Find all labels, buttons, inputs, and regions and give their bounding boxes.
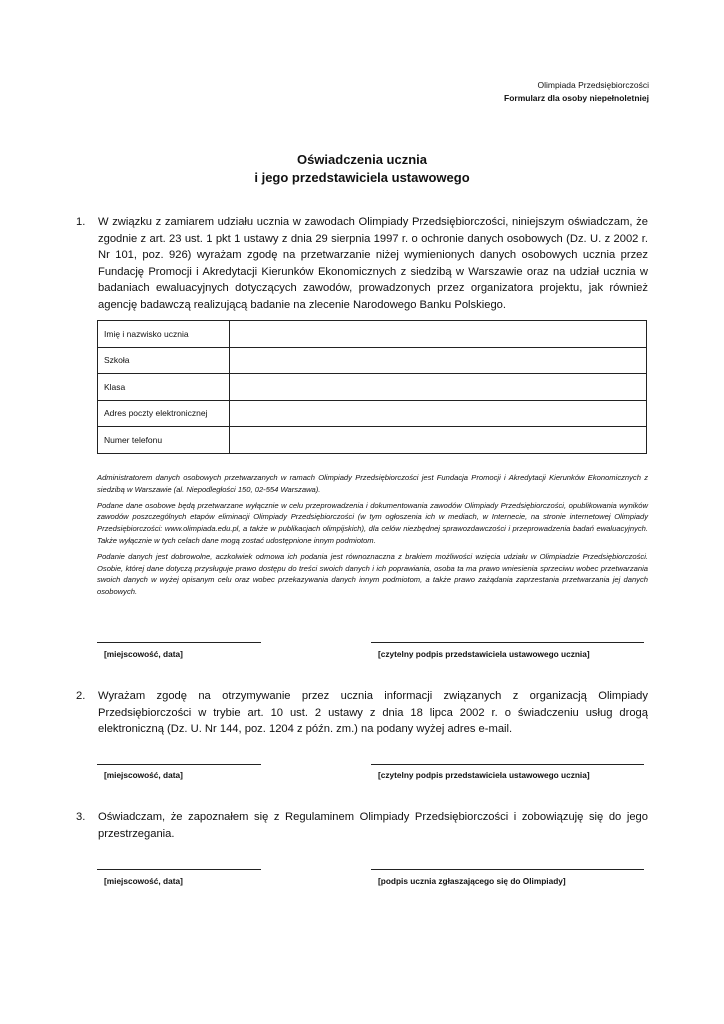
statement-1-number: 1. [76,216,86,228]
title-line-1: Oświadczenia ucznia [296,152,428,167]
signature-label-place-date-1: [miejscowość, data] [104,649,183,659]
title-line-2: i jego przedstawiciela ustawowego [254,170,470,185]
field-label-name: Imię i nazwisko ucznia [98,321,230,348]
field-label-class: Klasa [98,374,230,401]
signature-label-student-3: [podpis ucznia zgłaszającego się do Olimpiady] [378,876,566,886]
table-row [98,321,647,348]
document-header [504,79,649,105]
signature-label-place-date-3: [miejscowość, data] [104,876,183,886]
field-value-class[interactable] [230,374,647,401]
table-row [98,427,647,454]
student-data-table [97,320,647,454]
field-label-phone: Numer telefonu [98,427,230,454]
data-protection-notes [97,472,648,602]
field-label-school: Szkoła [98,347,230,374]
field-value-email[interactable] [230,400,647,427]
signature-line-guardian-2[interactable] [371,764,644,765]
signature-line-place-date-1[interactable] [97,642,261,643]
note-administrator: Administratorem danych osobowych przetwarzanych w ramach Olimpiady Przedsiębiorczości jest Fundacja Promocji i Akredytacji Kierunków Ekonomicznych z siedzibą w Warszawie (al. Niepodległości 150, 02-554 Warszawa). [97,473,648,494]
note-purpose: Podane dane osobowe będą przetwarzane wyłącznie w celu przeprowadzenia i dokumentowania zawodów Olimpiady Przedsiębiorczości, opublikowania wyników zawodów poszczególnych etapów eliminacji Olimpiady Przedsiębiorczości (w tym ogłoszenia ich w mediach, w Internecie, na stronie internetowej Olimpiady Przedsiębiorczości: www.olimpiada.edu.pl, a także w publikacjach olimpijskich), dla celów niezbędnej sprawozdawczości i przeprowadzenia badań ewaluacyjnych. Także wyłącznie w tych celach dane mogą zostać udostępnione innym podmiotom. [97,500,648,545]
header-olympiad-name: Olimpiada Przedsiębiorczości [537,80,649,90]
header-form-type: Formularz dla osoby niepełnoletniej [504,93,649,103]
signature-label-guardian-2: [czytelny podpis przedstawiciela ustawowego ucznia] [378,770,590,780]
statement-2-number: 2. [76,690,86,702]
table-row [98,400,647,427]
field-label-email: Adres poczty elektronicznej [98,400,230,427]
field-value-name[interactable] [230,321,647,348]
statement-2 [76,688,648,738]
field-value-phone[interactable] [230,427,647,454]
signature-line-guardian-1[interactable] [371,642,644,643]
signature-line-student-3[interactable] [371,869,644,870]
signature-label-guardian-1: [czytelny podpis przedstawiciela ustawowego ucznia] [378,649,590,659]
document-title [0,151,724,187]
note-rights: Podanie danych jest dobrowolne, aczkolwiek odmowa ich podania jest równoznaczna z brakiem możliwości wzięcia udziału w Olimpiadzie Przedsiębiorczości. Osobie, której dane dotyczą przysługuje prawo dostępu do treści swoich danych i ich poprawiania, osoba ta ma prawo wniesienia sprzeciwu wobec przetwarzania swoich danych w wyżej opisanym celu oraz wobec przekazywania danych innym podmiotom, a także prawo zażądania zaprzestania przetwarzania jej danych osobowych. [97,551,648,597]
signature-line-place-date-2[interactable] [97,764,261,765]
statement-3 [76,809,648,842]
signature-line-place-date-3[interactable] [97,869,261,870]
statement-1-text: W związku z zamiarem udziału ucznia w zawodach Olimpiady Przedsiębiorczości, niniejszym oświadczam, że zgodnie z art. 23 ust. 1 pkt 1 ustawy z dnia 29 sierpnia 1997 r. o ochronie danych osobowych (Dz. U. z 2002 r. Nr 101, poz. 926) wyrażam zgodę na przetwarzanie niżej wymienionych danych osobowych ucznia przez Fundację Promocji i Akredytacji Kierunków Ekonomicznych z siedzibą w Warszawie oraz na udział ucznia w badaniach ewaluacyjnych dotyczących zawodów, prowadzonych przez organizatora projektu, jak również agencję badawczą realizującą badanie na zlecenie Narodowego Banku Polskiego. [98,216,648,311]
statement-3-number: 3. [76,811,86,823]
statement-1 [76,214,648,313]
table-row [98,374,647,401]
statement-3-text: Oświadczam, że zapoznałem się z Regulaminem Olimpiady Przedsiębiorczości i zobowiązuję się do jego przestrzegania. [98,811,648,840]
field-value-school[interactable] [230,347,647,374]
statement-2-text: Wyrażam zgodę na otrzymywanie przez ucznia informacji związanych z organizacją Olimpiady Przedsiębiorczości w trybie art. 10 ust. 2 ustawy z dnia 18 lipca 2002 r. o świadczeniu usług drogą elektroniczną (Dz. U. Nr 144, poz. 1204 z późn. zm.) na podany wyżej adres e-mail. [98,690,648,735]
table-row [98,347,647,374]
signature-label-place-date-2: [miejscowość, data] [104,770,183,780]
